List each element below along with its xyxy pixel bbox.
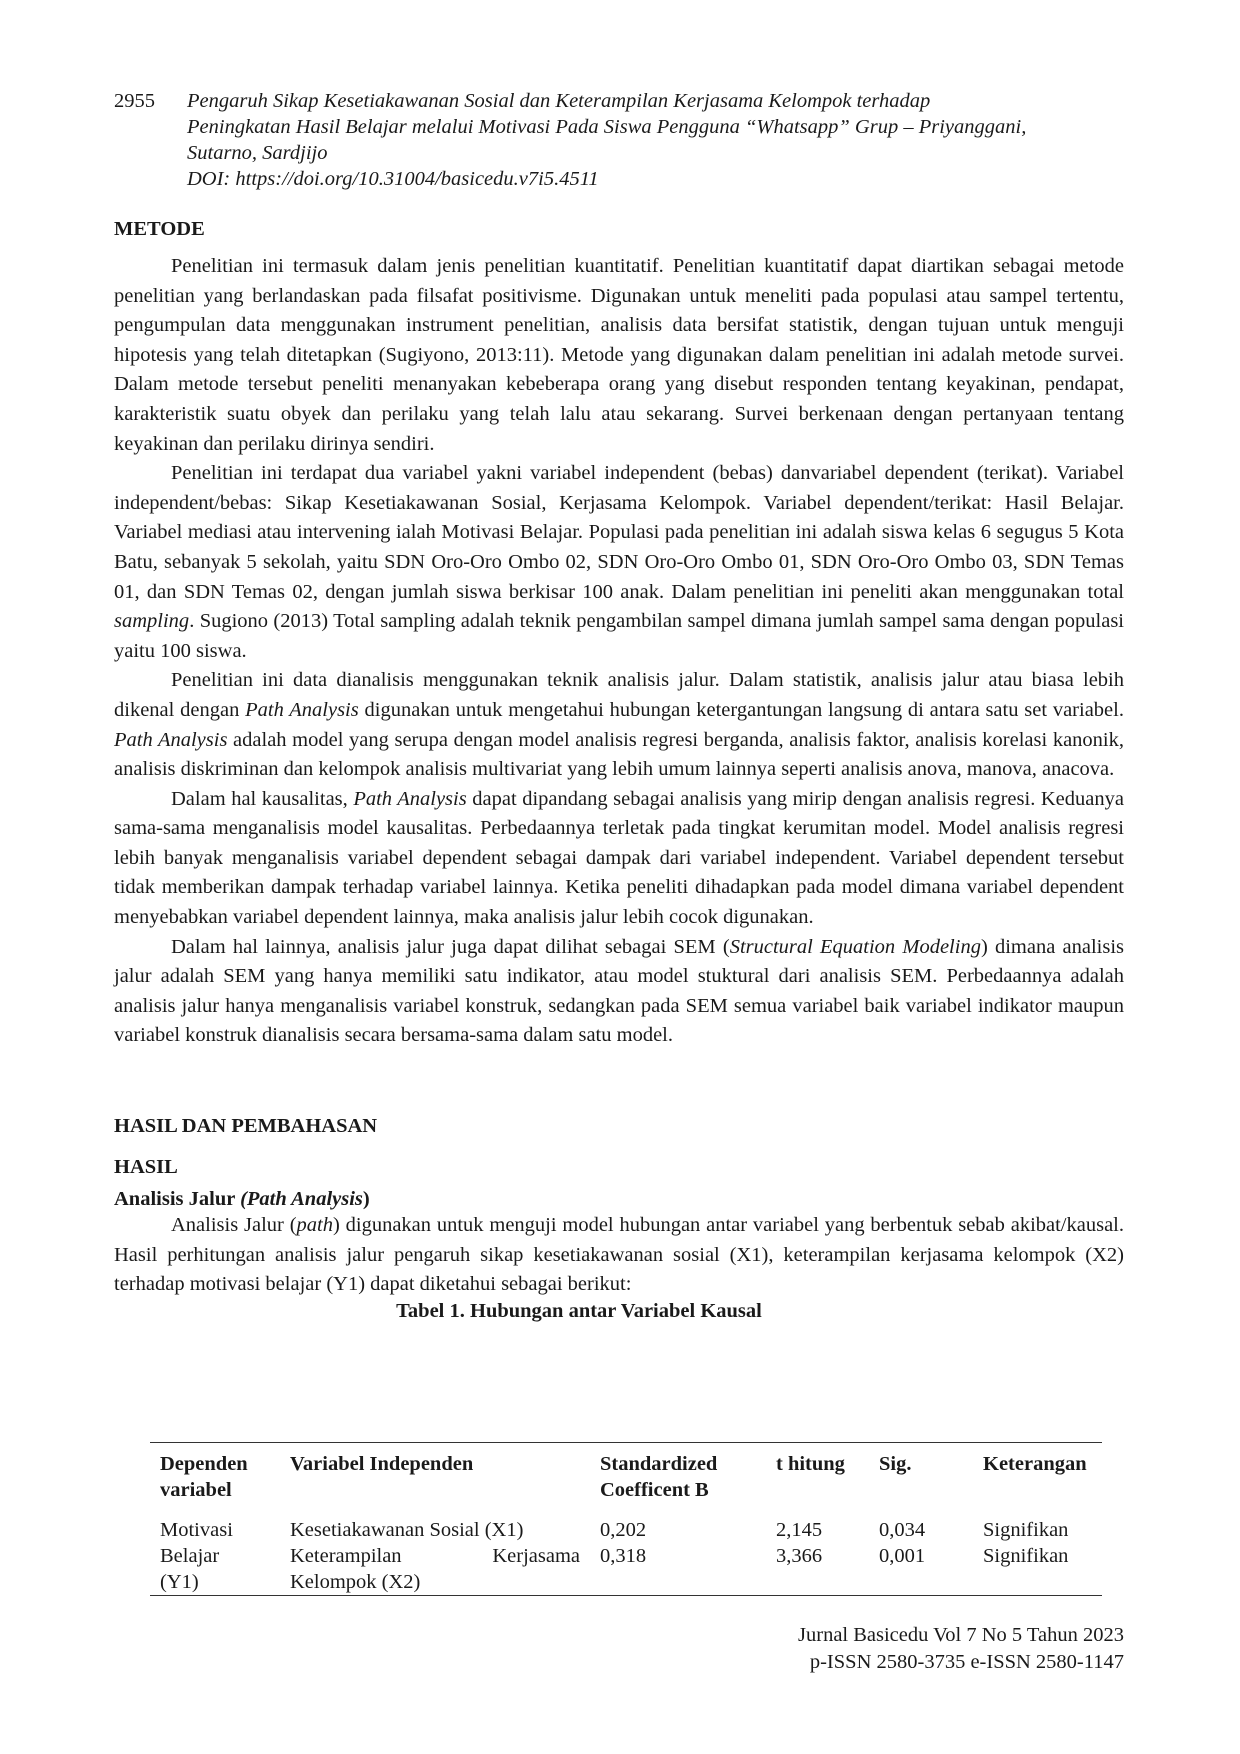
metode-body: [114, 252, 1124, 1051]
authors: Sutarno, Sardjijo: [187, 142, 328, 164]
table-row: [150, 1543, 1102, 1596]
subsection-heading-hasil: HASIL: [114, 1156, 178, 1179]
column-header: t hitung: [776, 1453, 845, 1475]
doi-link[interactable]: DOI: https://doi.org/10.31004/basicedu.v7i5.4511: [187, 168, 599, 190]
table-cell: Kesetiakawanan Sosial (X1): [290, 1519, 524, 1541]
column-header: Variabel Independen: [290, 1453, 474, 1475]
subsubsection-heading-path-analysis: Analisis Jalur (Path Analysis): [114, 1188, 370, 1211]
paragraph: Analisis Jalur (path) digunakan untuk menguji model hubungan antar variabel yang berbentuk sebab akibat/kausal. Hasil perhitungan analisis jalur pengaruh sikap kesetiakawanan sosial (X1), keterampilan kerjasama kelompok (X2) terhadap motivasi belajar (Y1) dapat diketahui sebagai berikut:: [114, 1214, 1125, 1296]
column-header: Sig.: [879, 1453, 912, 1475]
column-header: Keterangan: [983, 1453, 1087, 1475]
table-cell: 0,034: [879, 1519, 926, 1541]
table-cell: 0,202: [600, 1519, 647, 1541]
journal-name: Jurnal Basicedu Vol 7 No 5 Tahun 2023: [798, 1624, 1124, 1646]
paragraph: Penelitian ini data dianalisis menggunakan teknik analisis jalur. Dalam statistik, analisis jalur atau biasa lebih dikenal dengan Path Analysis digunakan untuk mengetahui hubungan ketergantungan langsung di antara satu set variabel. Path Analysis adalah model yang serupa dengan model analisis regresi berganda, analisis faktor, analisis korelasi kanonik, analisis diskriminan dan kelompok analisis multivariat yang lebih umum lainnya seperti analisis anova, manova, anacova.: [114, 669, 1124, 781]
table-cell: 0,001: [879, 1545, 926, 1567]
table-cell: 0,318: [600, 1545, 647, 1567]
journal-footer: [798, 1622, 1124, 1676]
page-number: 2955: [114, 90, 155, 112]
causal-variable-table: [150, 1442, 1102, 1596]
table-cell: 3,366: [776, 1545, 823, 1567]
journal-issn: p-ISSN 2580-3735 e-ISSN 2580-1147: [809, 1651, 1124, 1673]
section-heading-metode: METODE: [114, 218, 205, 240]
running-header: [114, 88, 1124, 192]
paragraph: Dalam hal lainnya, analisis jalur juga dapat dilihat sebagai SEM (Structural Equation Modeling) dimana analisis jalur adalah SEM yang hanya memiliki satu indikator, atau model stuktural dari analisis SEM. Perbedaannya adalah analisis jalur hanya menganalisis variabel konstruk, sedangkan pada SEM semua variabel baik variabel indikator maupun variabel konstruk dianalisis secara bersama-sama dalam satu model.: [114, 935, 1124, 1047]
table-cell: 2,145: [776, 1519, 823, 1541]
table-row: [150, 1517, 1102, 1543]
title-line: Peningkatan Hasil Belajar melalui Motivasi Pada Siswa Pengguna “Whatsapp” Grup – Priyanggani,: [187, 116, 1027, 138]
title-line: Pengaruh Sikap Kesetiakawanan Sosial dan Keterampilan Kerjasama Kelompok terhadap: [187, 90, 931, 112]
paragraph: Penelitian ini termasuk dalam jenis penelitian kuantitatif. Penelitian kuantitatif dapat diartikan sebagai metode penelitian yang berlandaskan pada filsafat positivisme. Digunakan untuk meneliti pada populasi atau sampel tertentu, pengumpulan data menggunakan instrument penelitian, analisis data bersifat statistik, dengan tujuan untuk menguji hipotesis yang telah ditetapkan (Sugiyono, 2013:11). Metode yang digunakan dalam penelitian ini adalah metode survei. Dalam metode tersebut peneliti menanyakan kebeberapa orang yang disebut responden tentang keyakinan, pendapat, karakteristik suatu obyek dan perilaku yang telah lalu atau sekarang. Survei berkenaan dengan pertanyaan tentang keyakinan dan perilaku dirinya sendiri.: [114, 255, 1124, 455]
paragraph: Penelitian ini terdapat dua variabel yakni variabel independent (bebas) danvariabel dependent (terikat). Variabel independent/bebas: Sikap Kesetiakawanan Sosial, Kerjasama Kelompok. Variabel dependent/terikat: Hasil Belajar. Variabel mediasi atau intervening ialah Motivasi Belajar. Populasi pada penelitian ini adalah siswa kelas 6 segugus 5 Kota Batu, sebanyak 5 sekolah, yaitu SDN Oro-Oro Ombo 02, SDN Oro-Oro Ombo 01, SDN Oro-Oro Ombo 03, SDN Temas 01, dan SDN Temas 02, dengan jumlah siswa berkisar 100 anak. Dalam penelitian ini peneliti akan menggunakan total sampling. Sugiono (2013) Total sampling adalah teknik pengambilan sampel dimana jumlah sampel sama dengan populasi yaitu 100 siswa.: [114, 462, 1124, 662]
table-header-row: [150, 1443, 1102, 1518]
section-heading-hasil-pembahasan: HASIL DAN PEMBAHASAN: [114, 1115, 378, 1138]
table-cell: Signifikan: [983, 1545, 1069, 1567]
table-cell: Keterampilan Kerjasama Kelompok (X2): [290, 1545, 580, 1593]
article-title: [187, 88, 1026, 192]
table-cell: Motivasi: [160, 1519, 233, 1541]
column-header: Dependen variabel: [160, 1453, 248, 1501]
column-header: Standardized Coefficent B: [600, 1453, 718, 1501]
table-cell: Belajar (Y1): [160, 1545, 220, 1593]
table-caption: Tabel 1. Hubungan antar Variabel Kausal: [396, 1299, 762, 1322]
page-body: [114, 88, 1124, 1323]
table-cell: Signifikan: [983, 1519, 1069, 1541]
paragraph: Dalam hal kausalitas, Path Analysis dapat dipandang sebagai analisis yang mirip dengan analisis regresi. Keduanya sama-sama menganalisis model kausalitas. Perbedaannya terletak pada tingkat kerumitan model. Model analisis regresi lebih banyak menganalisis variabel dependent sebagai dampak dari variabel independent. Variabel dependent tersebut tidak memberikan dampak terhadap variabel lainnya. Ketika peneliti dihadapkan pada model dimana variabel dependent menyebabkan variabel dependent lainnya, maka analisis jalur lebih cocok digunakan.: [114, 787, 1124, 929]
